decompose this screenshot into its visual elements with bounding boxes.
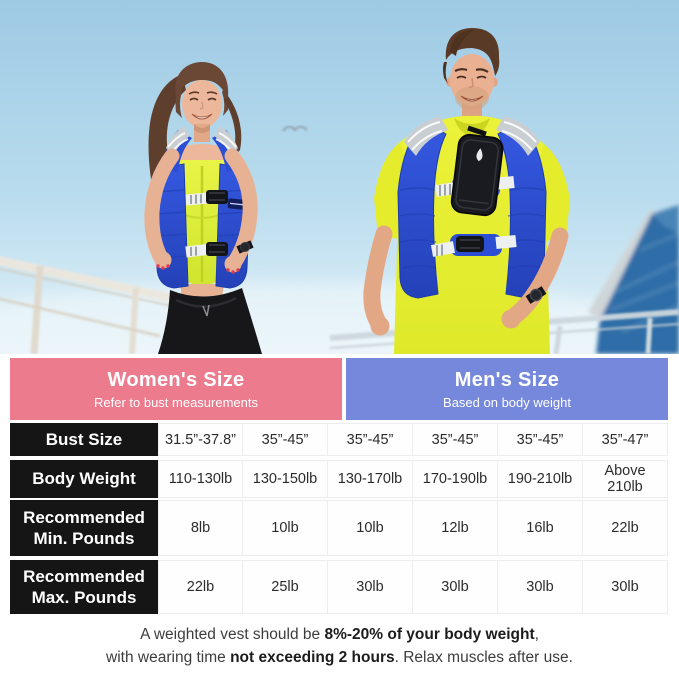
table-group-headers: [10, 358, 668, 420]
table-cell: 35”-45”: [413, 423, 498, 456]
table-cell: 35”-47”: [583, 423, 668, 456]
row-label-bust-size: Bust Size: [10, 423, 158, 456]
table-cell: 35”-45”: [498, 423, 583, 456]
table-cell: 110-130lb: [158, 460, 243, 498]
mens-size-header: [346, 358, 668, 420]
table-row-bust-size: [10, 423, 668, 456]
table-cell: 10lb: [243, 500, 328, 556]
table-cell: 30lb: [583, 560, 668, 614]
table-cell: 190-210lb: [498, 460, 583, 498]
table-cell: 25lb: [243, 560, 328, 614]
womens-size-title: Women's Size: [107, 368, 245, 391]
womens-size-header: [10, 358, 342, 420]
phone-pouch: [451, 134, 504, 217]
table-row-body-weight: [10, 460, 668, 496]
mens-size-subtitle: Based on body weight: [443, 394, 571, 410]
row-label-recommended-max-pounds: Recommended Max. Pounds: [10, 560, 158, 614]
vest-buckle: [456, 236, 484, 252]
table-cell: 31.5”-37.8”: [158, 423, 243, 456]
table-cell: 30lb: [328, 560, 413, 614]
table-cell: 170-190lb: [413, 460, 498, 498]
table-cell: 10lb: [328, 500, 413, 556]
table-cell: Above 210lb: [583, 460, 668, 498]
table-cell: 35”-45”: [243, 423, 328, 456]
usage-note-line-1: A weighted vest should be 8%-20% of your body weight,: [140, 626, 539, 643]
table-cell: 22lb: [158, 560, 243, 614]
vest-buckle: [206, 190, 228, 204]
usage-note-line-2: with wearing time not exceeding 2 hours. Relax muscles after use.: [106, 649, 573, 667]
vest-buckle: [206, 242, 228, 256]
table-cell: 30lb: [413, 560, 498, 614]
table-cell: 130-150lb: [243, 460, 328, 498]
size-table: [10, 358, 668, 614]
mens-size-title: Men's Size: [454, 368, 560, 391]
table-cell: 8lb: [158, 500, 243, 556]
table-rows: [10, 423, 668, 614]
table-cell: 130-170lb: [328, 460, 413, 498]
usage-note: [0, 623, 679, 670]
table-cell: 35”-45”: [328, 423, 413, 456]
womens-size-subtitle: Refer to bust measurements: [93, 394, 259, 410]
table-cell: 16lb: [498, 500, 583, 556]
row-label-recommended-min-pounds: Recommended Min. Pounds: [10, 500, 158, 556]
table-cell: 30lb: [498, 560, 583, 614]
table-cell: 12lb: [413, 500, 498, 556]
table-row-recommended-max-pounds: [10, 560, 668, 614]
row-label-body-weight: Body Weight: [10, 460, 158, 498]
table-cell: 22lb: [583, 500, 668, 556]
table-row-recommended-min-pounds: [10, 500, 668, 556]
